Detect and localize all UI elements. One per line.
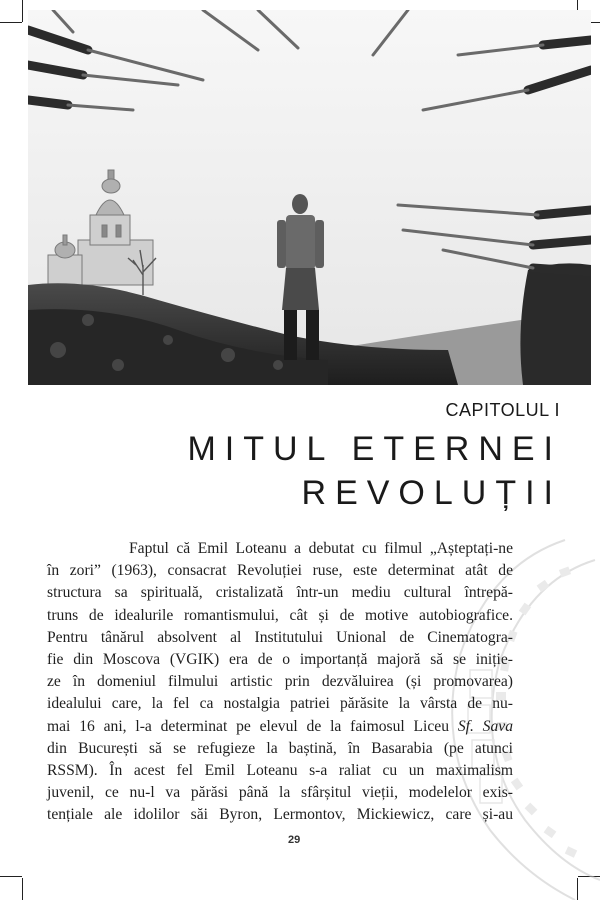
text-line-segment: mai 16 ani, l-a determinat pe elevul de la faimosul Liceu	[47, 717, 458, 735]
crop-mark-top-left-v	[22, 0, 23, 22]
text-line: Pentru tânărul absolvent al Institutului Unional de Cinematogra-	[47, 628, 513, 646]
text-line: juvenil, ce nu-l va părăsi până la sfârșitul vieții, modelelor exis-	[47, 784, 513, 802]
text-line: ze în domeniul filmului artistic prin dezvăluirea (și promovarea)	[47, 673, 513, 691]
chapter-title-line-1: MITUL ETERNEI	[187, 430, 562, 468]
text-line: truns de idealurile romantismului, cât și de motive autobiografice.	[47, 606, 513, 624]
crop-mark-bottom-left-v	[22, 878, 23, 900]
body-paragraph	[47, 538, 513, 827]
film-still-photo	[28, 10, 591, 385]
text-line: structura sa spirituală, cristalizată într-un mediu cultural întrepă-	[47, 584, 513, 602]
text-line: idealului care, la fel ca nostalgia patriei părăsite la vârsta de nu-	[47, 695, 513, 713]
text-line: fie din Moscova (VGIK) era de o importanță majoră să se iniție-	[47, 651, 513, 669]
text-line: RSSM). În acest fel Emil Loteanu s-a raliat cu un maximalism	[47, 762, 513, 780]
text-line: în zori” (1963), consacrat Revoluției ruse, este determinat atât de	[47, 562, 513, 580]
school-name: Sf. Sava	[457, 717, 513, 735]
text-line: tențiale ale idolilor săi Byron, Lermontov, Mickiewicz, care și-au	[47, 806, 513, 824]
text-line: Faptul că Emil Loteanu a debutat cu filmul „Așteptați-ne	[129, 540, 513, 557]
text-line: din București să se refugieze la baștină, în Basarabia (pe atunci	[47, 739, 513, 757]
soldier-silhouette	[520, 263, 591, 385]
photo-icon	[28, 10, 591, 385]
chapter-label: CAPITOLUL I	[445, 400, 560, 420]
page-number: 29	[288, 834, 301, 846]
crop-mark-bottom-left	[0, 876, 22, 877]
crop-mark-top-left	[0, 22, 22, 23]
chapter-title-line-2: REVOLUȚII	[301, 474, 562, 512]
text-line	[47, 716, 513, 738]
